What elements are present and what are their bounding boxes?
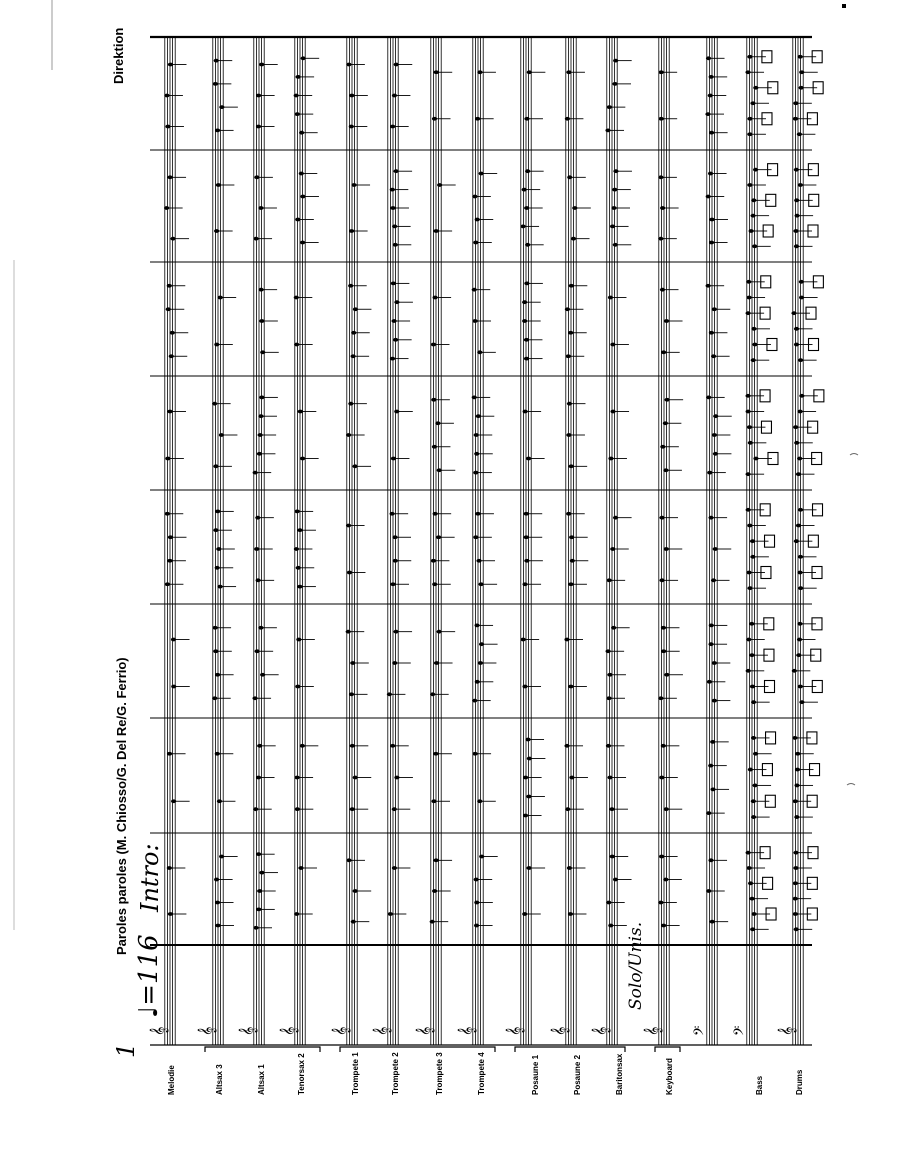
svg-text:𝄞: 𝄞	[372, 1026, 391, 1036]
instrument-label: Keyboard	[665, 1058, 674, 1095]
staff	[279, 37, 305, 1045]
svg-text:𝄞: 𝄞	[591, 1026, 610, 1036]
piece-title: Paroles paroles (M. Chiosso/G. Del Re/G. Ferrio)	[114, 657, 129, 955]
staff	[415, 37, 441, 1045]
staff	[331, 37, 357, 1045]
instrument-label: Posaune 2	[573, 1054, 582, 1095]
handwritten-page-number: 1	[112, 1042, 140, 1058]
staff	[550, 37, 576, 1045]
staff	[457, 37, 483, 1045]
instrument-label: Trompete 4	[477, 1052, 486, 1095]
instrument-label: Trompete 1	[351, 1052, 360, 1095]
svg-text:𝄢: 𝄢	[731, 1025, 750, 1036]
staff	[238, 37, 264, 1045]
staff	[372, 37, 398, 1045]
handwritten-intro: Intro:	[136, 843, 164, 912]
staff	[505, 37, 531, 1045]
handwritten-tempo: ♩=116	[134, 934, 164, 1018]
staff	[643, 37, 669, 1045]
instrument-label: Altsax 3	[215, 1064, 224, 1095]
svg-text:𝄞: 𝄞	[505, 1026, 524, 1036]
svg-text:𝄞: 𝄞	[550, 1026, 569, 1036]
staff-system	[149, 37, 803, 1045]
svg-text:𝄞: 𝄞	[457, 1026, 476, 1036]
note-marks	[164, 51, 824, 931]
instrument-label: Baritonsax	[615, 1053, 624, 1095]
instrument-label: Drums	[795, 1069, 804, 1095]
instrument-label: Altsax 1	[257, 1064, 266, 1095]
staff	[691, 37, 717, 1045]
part-name: Direktion	[111, 27, 126, 84]
svg-text:𝄞: 𝄞	[197, 1026, 216, 1036]
instrument-label: Posaune 1	[531, 1054, 540, 1095]
svg-text:𝄞: 𝄞	[238, 1026, 257, 1036]
svg-text:𝄞: 𝄞	[777, 1026, 796, 1036]
instrument-label: Trompete 3	[435, 1052, 444, 1095]
svg-text:𝄞: 𝄞	[415, 1026, 434, 1036]
handwritten-solo-unis: Solo/Unis.	[626, 921, 646, 1010]
instrument-label: Melodie	[167, 1065, 176, 1095]
svg-text:𝄞: 𝄞	[331, 1026, 350, 1036]
svg-text:𝄢: 𝄢	[691, 1025, 710, 1036]
staff	[197, 37, 223, 1045]
instrument-label: Bass	[755, 1075, 764, 1095]
svg-text:𝄞: 𝄞	[279, 1026, 298, 1036]
svg-text:𝄞: 𝄞	[643, 1026, 662, 1036]
svg-text:𝄞: 𝄞	[149, 1026, 168, 1036]
instrument-label: Trompete 2	[391, 1052, 400, 1095]
instrument-label: Tenorsax 2	[297, 1053, 306, 1095]
